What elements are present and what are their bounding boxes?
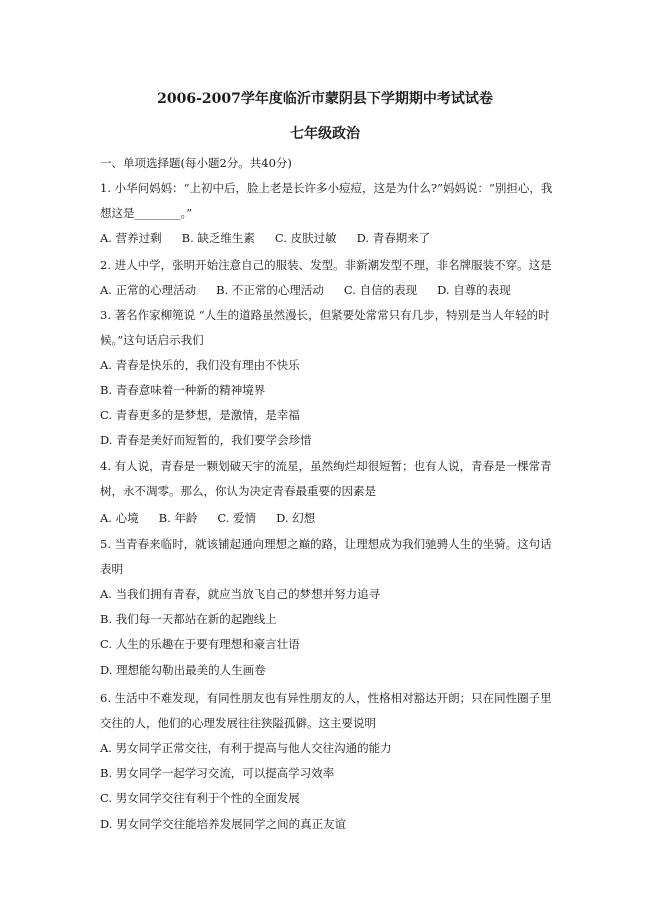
question-6-option-a: A. 男女同学正常交往，有利于提高与他人交往沟通的能力 [100,741,392,755]
question-1-stem-line-1: 1. 小华问妈妈：“上初中后，脸上老是长许多小痘痘，这是为什么?”妈妈说：“别担心，我 [100,181,553,195]
question-5-stem-line-2: 表明 [100,562,123,576]
question-4-stem-line-2: 树，永不凋零。那么，你认为决定青春最重要的因素是 [100,484,376,498]
question-1-option-d: D. 青春期来了 [356,231,431,245]
question-4-option-d: D. 幻想 [276,511,316,525]
question-3-option-a: A. 青春是快乐的，我们没有理由不快乐 [100,358,300,372]
question-1-option-a: A. 营养过剩 [100,231,162,245]
exam-title: 2006-2007学年度临沂市蒙阴县下学期期中考试试卷 [157,91,493,107]
question-2-option-d: D. 自尊的表现 [437,283,511,297]
question-1-options [100,230,450,246]
question-1-stem-line-2: 想这是________。” [100,206,193,220]
question-2-option-a: A. 正常的心理活动 [100,283,197,297]
question-3-option-c: C. 青春更多的是梦想，是激情，是幸福 [100,408,300,422]
question-5-option-d: D. 理想能勾勒出最美的人生画卷 [100,663,266,677]
question-6-option-c: C. 男女同学交往有利于个性的全面发展 [100,791,300,805]
question-4-option-b: B. 年龄 [158,511,198,525]
question-5-option-b: B. 我们每一天都站在新的起跑线上 [100,612,277,626]
question-5-option-a: A. 当我们拥有青春，就应当放飞自己的梦想并努力追寻 [100,587,381,601]
question-1-option-b: B. 缺乏维生素 [181,231,255,245]
question-3-option-b: B. 青春意味着一种新的精神境界 [100,383,266,397]
question-4-option-a: A. 心境 [100,511,139,525]
exam-subtitle: 七年级政治 [290,126,360,142]
question-6-stem-line-2: 交往的人，他们的心理发展往往狭隘孤僻。这主要说明 [100,716,376,730]
question-6-option-b: B. 男女同学一起学习交流，可以提高学习效率 [100,766,335,780]
question-3-stem-line-1: 3. 著名作家柳篼说 “人生的道路虽然漫长，但紧要处常常只有几步，特别是当人年轻的时 [100,308,550,322]
question-6-stem-line-1: 6. 生活中不难发现，有同性朋友也有异性朋友的人，性格相对豁达开朗；只在同性圈子里 [100,691,552,705]
question-1-option-c: C. 皮肤过敏 [274,231,337,245]
question-5-option-c: C. 人生的乐趣在于要有理想和豪言壮语 [100,637,300,651]
question-5-stem-line-1: 5. 当青春来临时，就该铺起通向理想之巅的路，让理想成为我们驰骋人生的坐骑。这句话 [100,537,552,551]
question-3-option-d: D. 青春是美好而短暂的，我们要学会珍惜 [100,433,312,447]
question-4-option-c: C. 爱情 [217,511,257,525]
question-2-option-b: B. 不正常的心理活动 [216,283,324,297]
question-3-stem-line-2: 候。”这句话启示我们 [100,333,204,347]
question-4-options [100,510,335,526]
question-4-stem-line-1: 4. 有人说，青春是一颗划破天宇的流星，虽然绚烂却很短暂；也有人说，青春是一棵常青 [100,459,552,473]
question-2-option-c: C. 自信的表现 [343,283,418,297]
question-2-options [100,282,531,298]
section-heading: 一、单项选择题(每小题2分。共40分) [100,156,292,170]
question-6-option-d: D. 男女同学交往能培养发展同学之间的真正友谊 [100,817,347,831]
question-2-stem-line-1: 2. 进人中学，张明开始注意自己的服装、发型。非新潮发型不理，非名牌服装不穿。这是 [100,258,552,272]
